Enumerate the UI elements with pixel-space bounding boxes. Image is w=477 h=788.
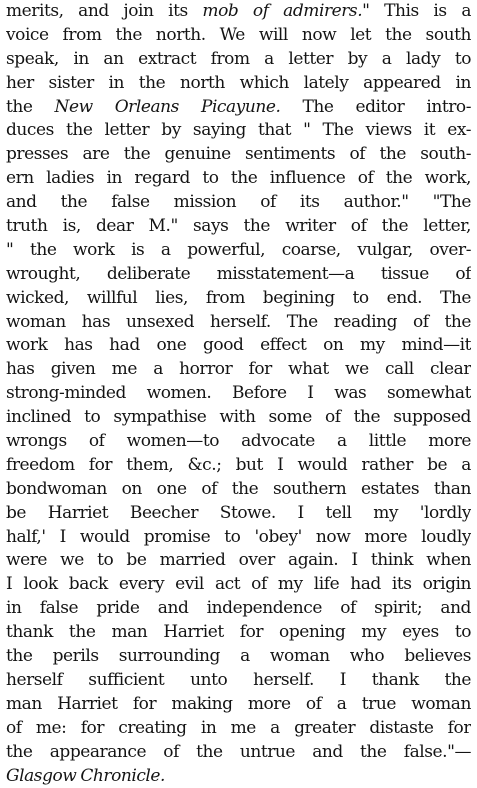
- line-text: were we to be married over again. I think when: [6, 550, 471, 570]
- text-line: [6, 478, 471, 502]
- line-text: I look back every evil act of my life had its origin: [6, 574, 471, 594]
- line-text: work has had one good effect on my mind—it: [6, 335, 471, 355]
- text-line: [6, 549, 471, 573]
- line-text: half,' I would promise to 'obey' now more loudly: [6, 527, 471, 547]
- line-text: her sister in the north which lately appeared in: [6, 73, 471, 93]
- text-line: [6, 597, 471, 621]
- line-text: duces the letter by saying that " The views it ex-: [6, 120, 471, 140]
- line-text: ern ladies in regard to the influence of the work,: [6, 168, 471, 188]
- text-line: [6, 717, 471, 741]
- line-text: strong-minded women. Before I was somewhat: [6, 383, 471, 403]
- text-line: [6, 239, 471, 263]
- line-text: voice from the north. We will now let the south: [6, 25, 471, 45]
- text-line: [6, 0, 471, 24]
- text-line: [6, 358, 471, 382]
- line-text: and the false mission of its author." "The: [6, 192, 471, 212]
- line-text: has given me a horror for what we call clear: [6, 359, 471, 379]
- line-text: the appearance of the untrue and the false."—: [6, 742, 471, 762]
- italic-text: Glasgow Chronicle.: [6, 766, 165, 786]
- text-line: [6, 454, 471, 478]
- text-line: [6, 311, 471, 335]
- text-line: [6, 621, 471, 645]
- line-text: wicked, willful lies, from begining to end. The: [6, 288, 471, 308]
- text-line: [6, 215, 471, 239]
- line-text: man Harriet for making more of a true woman: [6, 694, 471, 714]
- text-line: [6, 119, 471, 143]
- text-line: [6, 96, 471, 120]
- text-line: [6, 48, 471, 72]
- line-text: thank the man Harriet for opening my eyes to: [6, 622, 471, 642]
- line-text: speak, in an extract from a letter by a lady to: [6, 49, 471, 69]
- line-text: be Harriet Beecher Stowe. I tell my 'lordly: [6, 503, 471, 523]
- text-line: [6, 693, 471, 717]
- text-line: [6, 526, 471, 550]
- line-text: in false pride and independence of spirit; and: [6, 598, 471, 618]
- line-text: presses are the genuine sentiments of the south-: [6, 144, 471, 164]
- line-text: " the work is a powerful, coarse, vulgar, over-: [6, 240, 471, 260]
- line-text: of me: for creating in me a greater distaste for: [6, 718, 471, 738]
- text-line: [6, 645, 471, 669]
- line-text: wrought, deliberate misstatement—a tissue of: [6, 264, 471, 284]
- text-line: [6, 287, 471, 311]
- text-line: [6, 334, 471, 358]
- line-text: inclined to sympathise with some of the supposed: [6, 407, 471, 427]
- italic-text: New Orleans Picayune.: [55, 97, 281, 117]
- text-line: [6, 167, 471, 191]
- line-text: the perils surrounding a woman who believes: [6, 646, 471, 666]
- text-line: [6, 72, 471, 96]
- text-line: [6, 191, 471, 215]
- text-line: [6, 669, 471, 693]
- article-body: [6, 0, 471, 788]
- text-line: [6, 573, 471, 597]
- text-line: [6, 24, 471, 48]
- line-text: The editor intro-: [280, 97, 471, 117]
- line-text: truth is, dear M." says the writer of the letter,: [6, 216, 471, 236]
- line-text: woman has unsexed herself. The reading of the: [6, 312, 471, 332]
- text-line: [6, 741, 471, 765]
- italic-text: mob of admirers.: [202, 1, 362, 21]
- line-text: wrongs of women—to advocate a little more: [6, 431, 471, 451]
- line-text: herself sufficient unto herself. I thank the: [6, 670, 471, 690]
- text-line: [6, 143, 471, 167]
- text-line: [6, 765, 471, 788]
- line-text: freedom for them, &c.; but I would rather be a: [6, 455, 471, 475]
- line-text: the: [6, 97, 55, 117]
- line-text: merits, and join its: [6, 1, 202, 21]
- text-line: [6, 406, 471, 430]
- text-line: [6, 263, 471, 287]
- text-line: [6, 502, 471, 526]
- text-line: [6, 430, 471, 454]
- line-text: " This is a: [362, 1, 471, 21]
- text-line: [6, 382, 471, 406]
- line-text: bondwoman on one of the southern estates than: [6, 479, 471, 499]
